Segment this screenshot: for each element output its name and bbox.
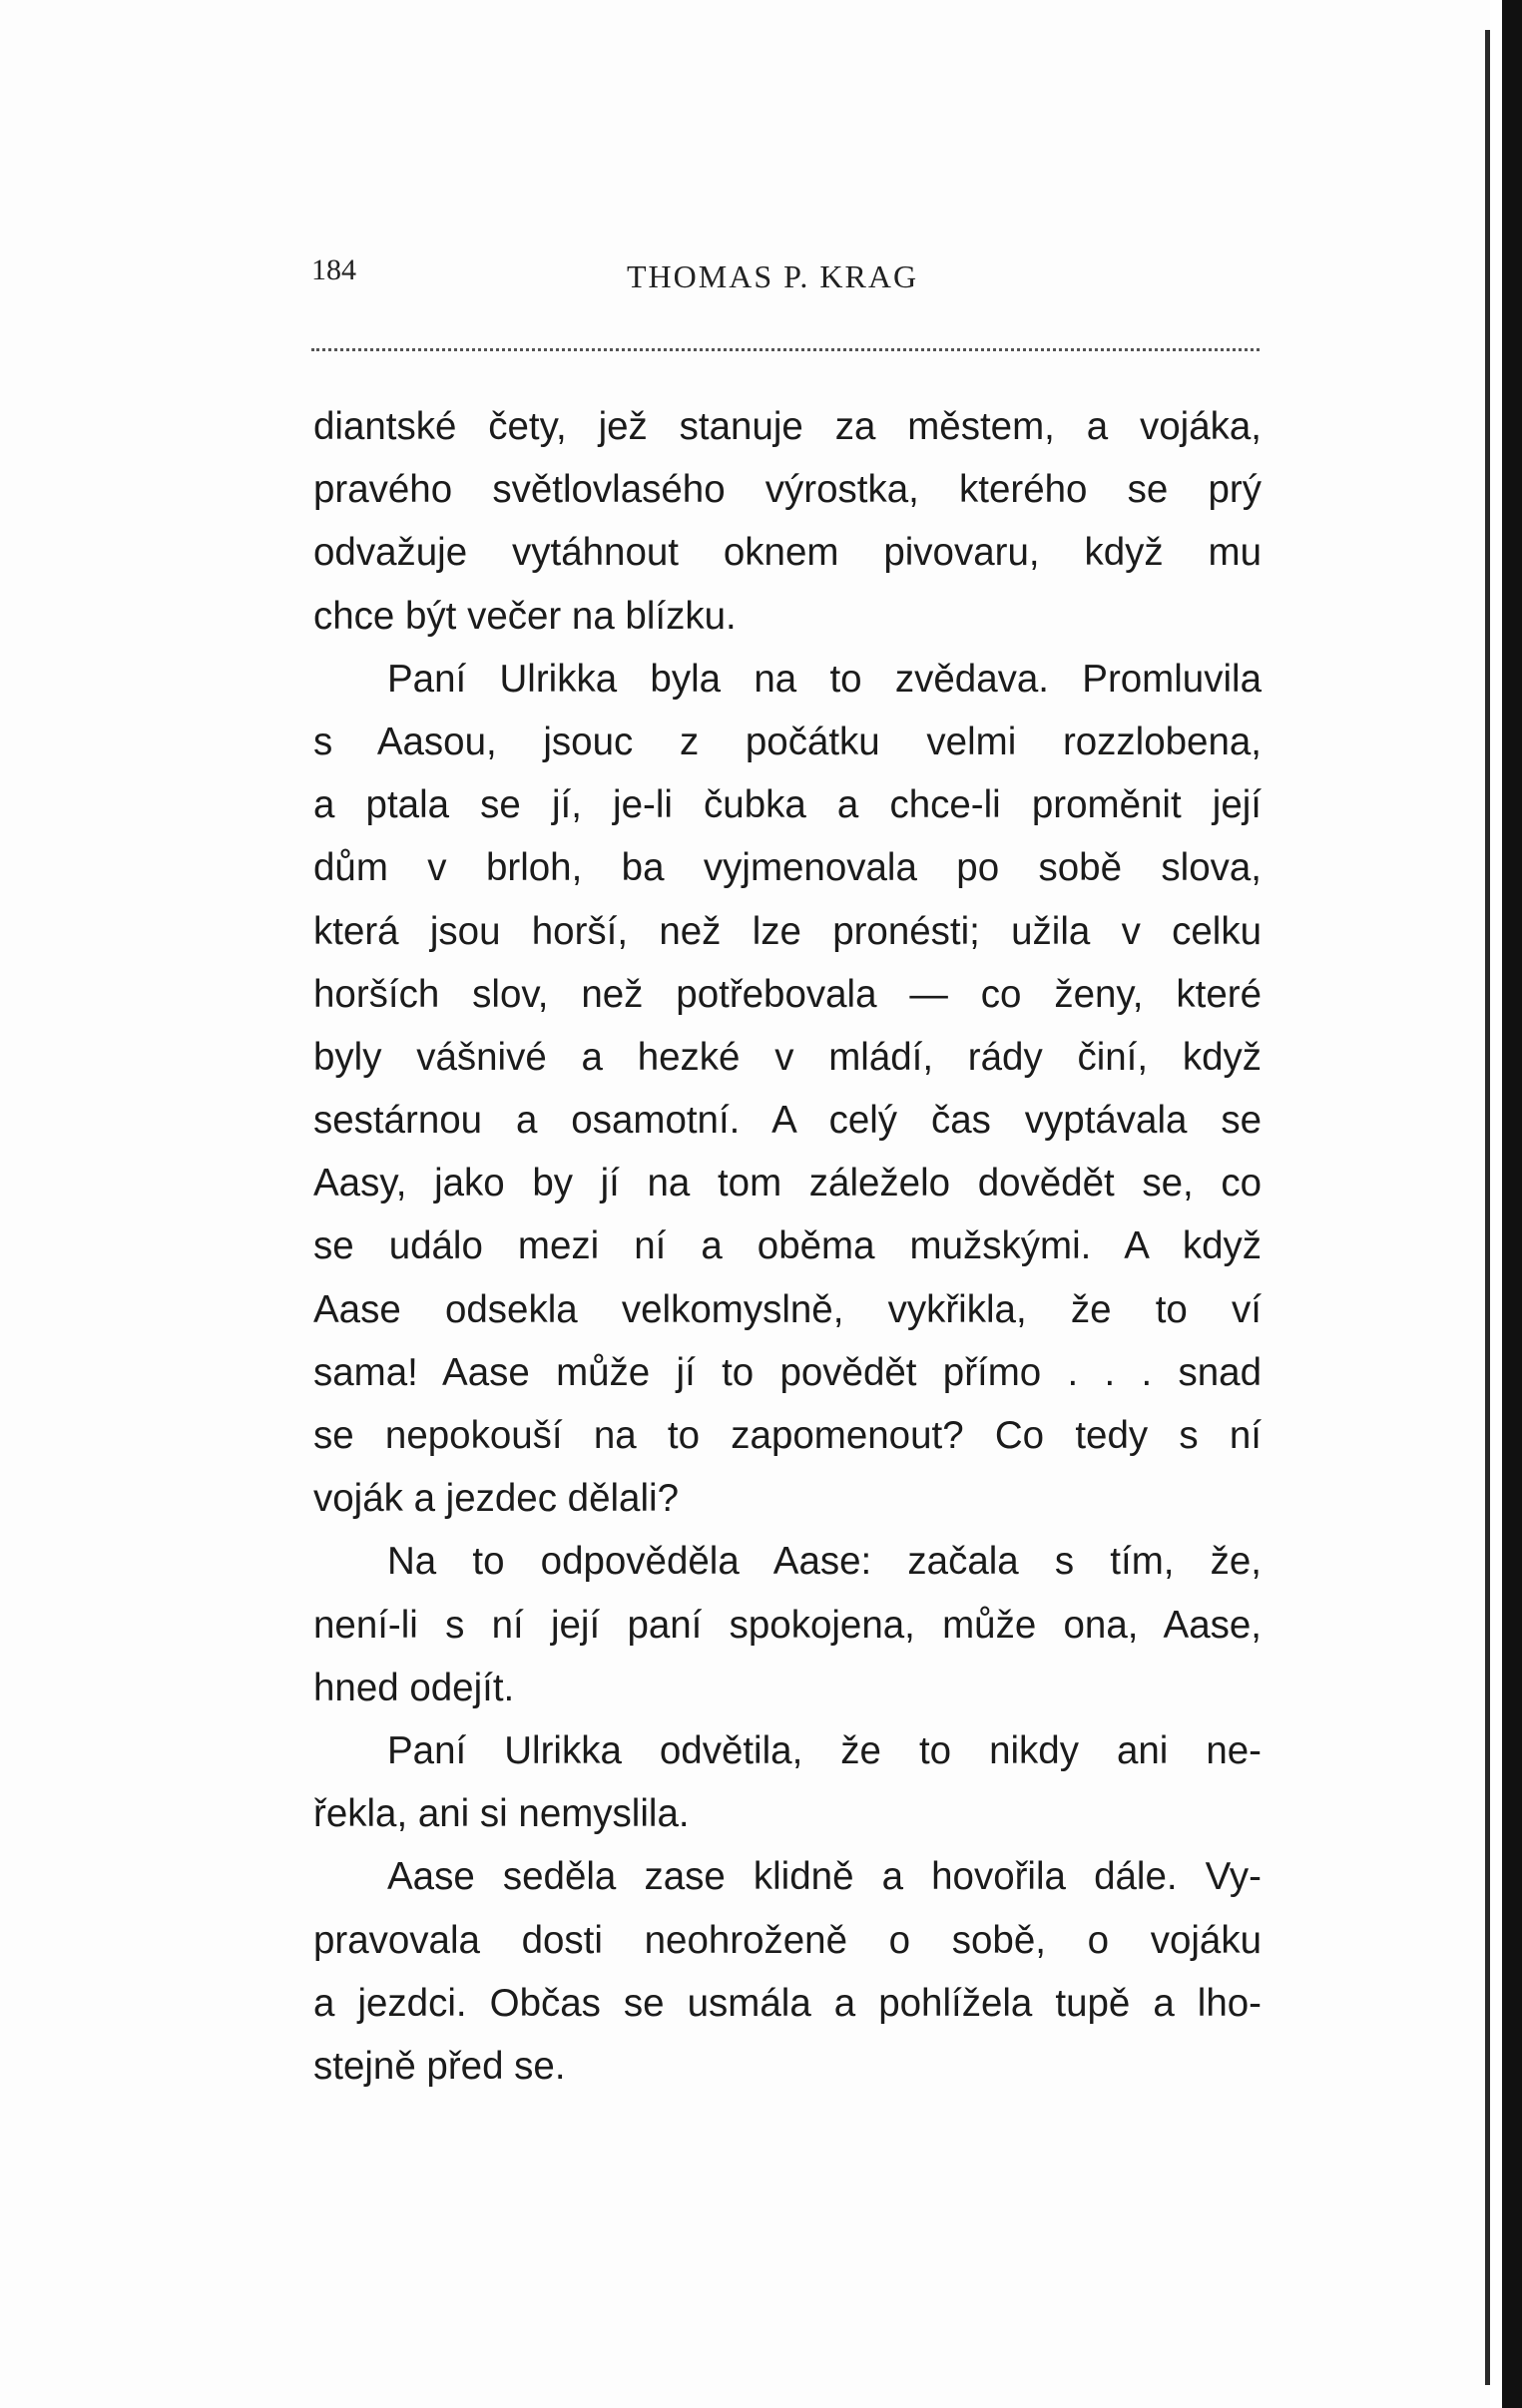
text-line: sestárnou a osamotní. A celý čas vyptávala se xyxy=(313,1099,1262,1143)
text-line: hned odejít. xyxy=(313,1666,515,1709)
text-line: Na to odpověděla Aase: začala s tím, že, xyxy=(387,1540,1262,1584)
text-line: řekla, ani si nemyslila. xyxy=(313,1792,690,1836)
text-line: s Aasou, jsouc z počátku velmi rozzlobena, xyxy=(313,720,1262,763)
text-line: horších slov, než potřebovala — co ženy, které xyxy=(313,972,1262,1016)
text-line: pravého světlovlasého výrostka, kterého se prý xyxy=(313,468,1262,512)
scan-border-line xyxy=(1485,30,1490,2385)
text-line: a ptala se jí, je-li čubka a chce-li proměnit její xyxy=(313,783,1262,827)
text-line: diantské čety, jež stanuje za městem, a vojáka, xyxy=(313,405,1262,448)
scan-border-gap xyxy=(1490,0,1502,2408)
body-text xyxy=(313,395,1262,2098)
text-line: Paní Ulrikka odvětila, že to nikdy ani ne- xyxy=(387,1728,1262,1772)
text-line: stejně před se. xyxy=(313,2044,566,2088)
page-number: 184 xyxy=(311,253,356,286)
text-line: dům v brloh, ba vyjmenovala po sobě slova, xyxy=(313,846,1262,890)
text-line: sama! Aase může jí to povědět přímo . . . snad xyxy=(313,1350,1262,1394)
text-line: Aase odsekla velkomyslně, vykřikla, že to ví xyxy=(313,1287,1262,1331)
text-line: Aasy, jako by jí na tom záleželo dovědět se, co xyxy=(313,1162,1262,1205)
text-line: a jezdci. Občas se usmála a pohlížela tupě a lho- xyxy=(313,1981,1262,2025)
header-rule xyxy=(311,348,1260,351)
text-line: pravovala dosti neohroženě o sobě, o vojáku xyxy=(313,1918,1262,1962)
text-line: Aase seděla zase klidně a hovořila dále. Vy- xyxy=(387,1855,1262,1899)
text-line: chce být večer na blízku. xyxy=(313,594,737,638)
text-line: voják a jezdec dělali? xyxy=(313,1477,679,1521)
text-line: se nepokouší na to zapomenout? Co tedy s ní xyxy=(313,1414,1262,1457)
text-line: není-li s ní její paní spokojena, může ona, Aase, xyxy=(313,1603,1262,1647)
text-line: odvažuje vytáhnout oknem pivovaru, když mu xyxy=(313,531,1262,575)
text-line: byly vášnivé a hezké v mládí, rády činí, když xyxy=(313,1035,1262,1079)
text-line: která jsou horší, než lze pronésti; užila v celku xyxy=(313,909,1262,953)
scan-border xyxy=(1502,0,1522,2408)
text-line: se událo mezi ní a oběma mužskými. A když xyxy=(313,1224,1262,1268)
text-line: Paní Ulrikka byla na to zvědava. Promluvila xyxy=(387,657,1262,701)
running-title: THOMAS P. KRAG xyxy=(627,258,919,294)
